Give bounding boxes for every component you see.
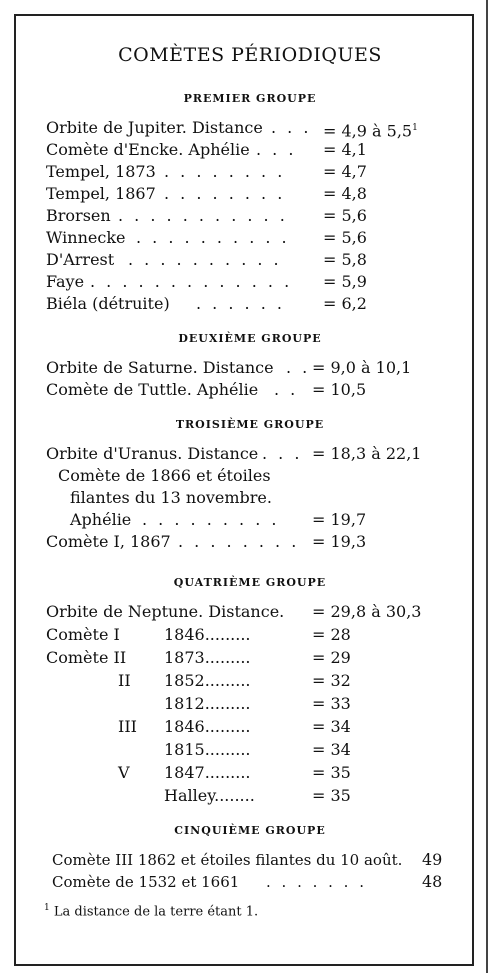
- table-row: [46, 117, 312, 139]
- leader-dots: . . . . . . . . . .: [136, 228, 290, 247]
- row-label: Winnecke: [46, 228, 126, 247]
- table-row: [46, 161, 286, 183]
- leader-dots: .........: [204, 717, 251, 736]
- row-year: 1846.........: [164, 625, 251, 644]
- table-row: [46, 443, 303, 465]
- table-row: [46, 249, 282, 271]
- footnote-mark: 1: [412, 123, 418, 133]
- row-value: = 5,6: [323, 228, 367, 247]
- leader-dots: .........: [204, 648, 251, 667]
- leader-dots: . .: [274, 380, 299, 399]
- row-label: Comète I, 1867: [46, 532, 171, 551]
- table-row: filantes du 13 novembre.: [70, 488, 272, 507]
- leader-dots: . . . . . . . . . . .: [118, 206, 288, 225]
- group-3-heading: TROISIÈME GROUPE: [175, 418, 325, 431]
- row-comet-name: Comète I: [46, 625, 120, 644]
- group-5-heading: CINQUIÈME GROUPE: [174, 824, 326, 837]
- row-year: Halley........: [164, 786, 255, 805]
- table-row: [46, 183, 286, 205]
- row-year: 1846.........: [164, 717, 251, 736]
- leader-dots: . . . . . . . .: [164, 162, 286, 181]
- row-year: 1852.........: [164, 671, 251, 690]
- leader-dots: . . . . . . . . . . . . .: [90, 272, 293, 291]
- row-value: = 35: [312, 786, 351, 805]
- row-label: Faye: [46, 272, 85, 291]
- row-value: = 4,8: [323, 184, 367, 203]
- leader-dots: . . . . . . . .: [178, 532, 300, 551]
- row-value: = 32: [312, 671, 351, 690]
- table-row: [70, 509, 280, 531]
- row-value: = 9,0 à 10,1: [312, 358, 412, 377]
- row-value: = 28: [312, 625, 351, 644]
- row-label: Comète de Tuttle. Aphélie: [46, 380, 259, 399]
- leader-dots: . .: [286, 358, 311, 377]
- row-label: Tempel, 1867: [46, 184, 156, 203]
- group-2-heading: DEUXIÈME GROUPE: [178, 332, 322, 345]
- row-value: = 34: [312, 717, 351, 736]
- row-label: Orbite de Jupiter. Distance: [46, 118, 263, 137]
- row-label: Orbite d'Uranus. Distance: [46, 444, 259, 463]
- row-value: = 19,7: [312, 510, 367, 529]
- row-label: Comète d'Encke. Aphélie: [46, 140, 250, 159]
- table-row: [46, 139, 297, 161]
- table-row: Comète III 1862 et étoiles filantes du 10 août.: [52, 851, 403, 869]
- row-label: Aphélie: [70, 510, 132, 529]
- leader-dots: .........: [204, 625, 251, 644]
- leader-dots: . . . . . . .: [266, 873, 367, 891]
- table-row: [52, 871, 367, 893]
- row-value: = 35: [312, 763, 351, 782]
- row-value: = 19,3: [312, 532, 367, 551]
- row-value: = 5,6: [323, 206, 367, 225]
- footnote-text: La distance de la terre étant 1.: [53, 904, 259, 920]
- page-title: COMÈTES PÉRIODIQUES: [118, 44, 382, 66]
- row-value: 49: [422, 850, 443, 869]
- footnote-mark: 1: [44, 903, 50, 913]
- row-value: = 33: [312, 694, 351, 713]
- row-label: Comète de 1532 et 1661: [52, 873, 240, 891]
- leader-dots: .........: [204, 694, 251, 713]
- row-value: = 10,5: [312, 380, 367, 399]
- row-value: = 29: [312, 648, 351, 667]
- leader-dots: .........: [204, 763, 251, 782]
- table-row: [46, 293, 285, 315]
- row-year: 1873.........: [164, 648, 251, 667]
- row-comet-name: Comète II: [46, 648, 127, 667]
- table-row: Orbite de Neptune. Distance.: [46, 602, 285, 621]
- row-year: 1847.........: [164, 763, 251, 782]
- row-comet-name: II: [118, 671, 131, 690]
- leader-dots: .........: [204, 671, 251, 690]
- row-value: = 29,8 à 30,3: [312, 602, 422, 621]
- table-row: [46, 271, 293, 293]
- footnote: [44, 903, 258, 919]
- leader-dots: . . . . . . . . .: [142, 510, 280, 529]
- row-comet-name: V: [118, 763, 130, 782]
- leader-dots: ........: [214, 786, 255, 805]
- leader-dots: . . . . . . . . . .: [128, 250, 282, 269]
- row-label: Orbite de Saturne. Distance: [46, 358, 274, 377]
- leader-dots: . . .: [262, 444, 303, 463]
- row-value: = 5,9: [323, 272, 367, 291]
- row-label: D'Arrest: [46, 250, 115, 269]
- row-label: Tempel, 1873: [46, 162, 156, 181]
- row-comet-name: III: [118, 717, 137, 736]
- row-value: = 4,9 à $5,5^1$: [323, 121, 418, 141]
- row-label: Biéla (détruite): [46, 294, 170, 313]
- row-value: = 18,3 à 22,1: [312, 444, 422, 463]
- leader-dots: . . . . . . . .: [164, 184, 286, 203]
- row-value: = 6,2: [323, 294, 367, 313]
- leader-dots: . . .: [256, 140, 297, 159]
- row-value: = 4,1: [323, 140, 367, 159]
- table-row: [46, 379, 299, 401]
- group-1-heading: PREMIER GROUPE: [183, 92, 317, 105]
- table-row: [46, 205, 288, 227]
- row-label: Brorsen: [46, 206, 111, 225]
- table-row: [46, 357, 311, 379]
- row-year: 1812.........: [164, 694, 251, 713]
- row-value: 48: [422, 872, 443, 891]
- group-4-heading: QUATRIÈME GROUPE: [173, 576, 327, 589]
- table-row: Comète de 1866 et étoiles: [58, 466, 271, 485]
- table-row: [46, 531, 300, 553]
- leader-dots: . . .: [271, 118, 312, 137]
- leader-dots: .........: [204, 740, 251, 759]
- leader-dots: . . . . . .: [196, 294, 285, 313]
- table-row: [46, 227, 290, 249]
- row-value: = 4,7: [323, 162, 367, 181]
- row-value: = 34: [312, 740, 351, 759]
- row-value: = 5,8: [323, 250, 367, 269]
- row-year: 1815.........: [164, 740, 251, 759]
